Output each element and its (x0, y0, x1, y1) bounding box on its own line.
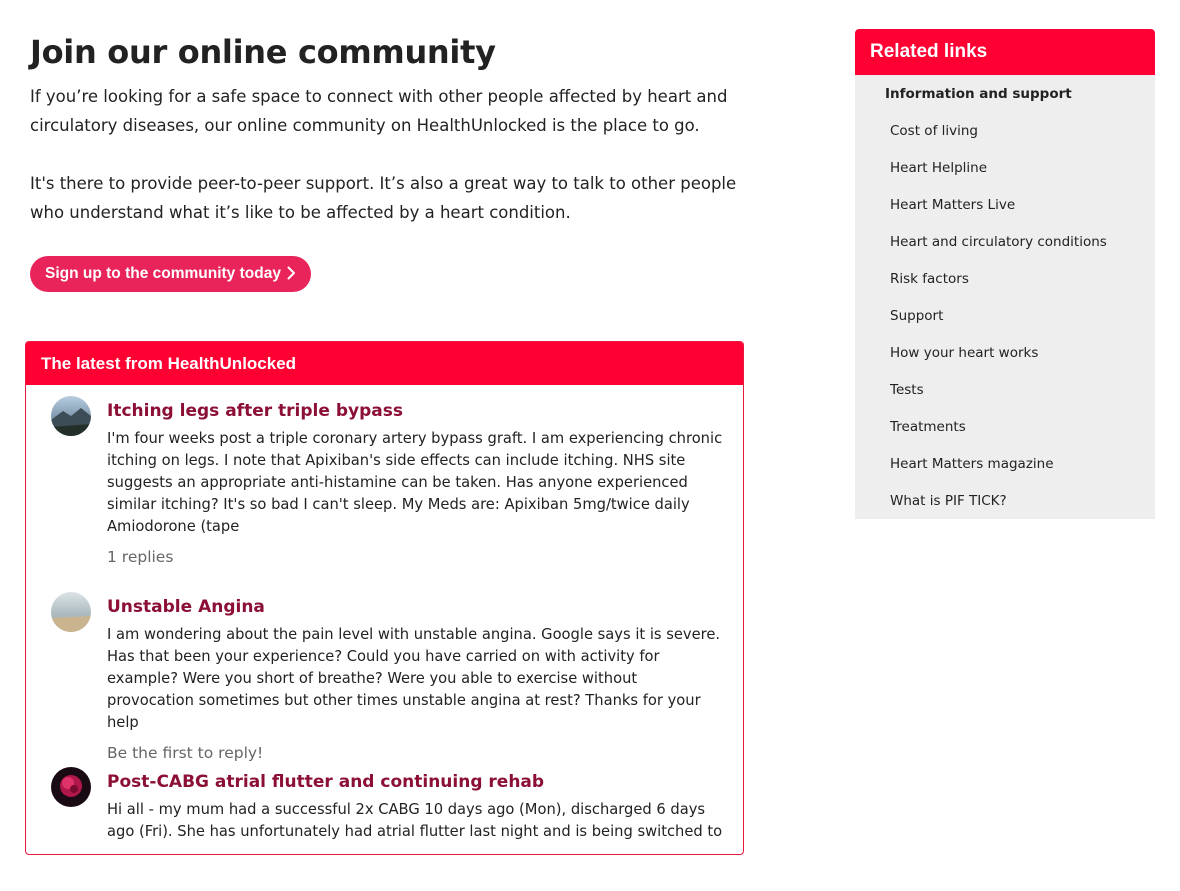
post-title-link[interactable]: Post-CABG atrial flutter and continuing rehab (107, 772, 545, 792)
post-title-link[interactable]: Itching legs after triple bypass (107, 401, 403, 421)
related-link-cost-of-living[interactable]: Cost of living (890, 122, 978, 139)
related-link-what-is-pif-tick[interactable]: What is PIF TICK? (890, 492, 1007, 509)
post-excerpt: Hi all - my mum had a successful 2x CABG 10 days ago (Mon), discharged 6 days ago (Fri). She has unfortunately had atrial flutter last night and is being switched to (107, 801, 723, 840)
sign-up-community-label: Sign up to the community today (45, 265, 281, 282)
related-link-heart-matters-magazine[interactable]: Heart Matters magazine (890, 455, 1054, 472)
post-replies-count[interactable]: Be the first to reply! (107, 744, 264, 762)
page-title: Join our online community (30, 33, 496, 71)
intro-paragraph-2: It's there to provide peer-to-peer support. It’s also a great way to talk to other people who understand what it’s like to be affected by a heart condition. (30, 174, 737, 222)
post-replies-count[interactable]: 1 replies (107, 548, 174, 566)
chevron-right-icon (287, 265, 296, 283)
related-link-heart-and-circulatory-conditions[interactable]: Heart and circulatory conditions (890, 233, 1107, 250)
intro-paragraph-1: If you’re looking for a safe space to connect with other people affected by heart and circulatory diseases, our online community on HealthUnlocked is the place to go. (30, 87, 728, 135)
related-link-support[interactable]: Support (890, 307, 944, 324)
healthunlocked-feed (25, 341, 744, 855)
healthunlocked-header: The latest from HealthUnlocked (26, 342, 743, 385)
related-link-how-your-heart-works[interactable]: How your heart works (890, 344, 1039, 361)
related-links-header: Related links (855, 29, 1155, 75)
avatar[interactable] (51, 396, 91, 436)
related-link-risk-factors[interactable]: Risk factors (890, 270, 969, 287)
related-link-treatments[interactable]: Treatments (890, 418, 966, 435)
avatar[interactable] (51, 767, 91, 807)
related-link-tests[interactable]: Tests (890, 381, 924, 398)
avatar[interactable] (51, 592, 91, 632)
post-excerpt: I am wondering about the pain level with unstable angina. Google says it is severe. Has that been your experience? Could you have carried on with activity for example? Were you short of breathe? Were you able to exercise without provocation sometimes but other times unstable angina at rest? Thanks for your help (107, 626, 721, 731)
post-title-link[interactable]: Unstable Angina (107, 597, 265, 617)
related-link-heart-helpline[interactable]: Heart Helpline (890, 159, 988, 176)
related-section-information-and-support[interactable]: Information and support (885, 85, 1072, 102)
sign-up-community-button[interactable] (30, 256, 311, 292)
related-link-heart-matters-live[interactable]: Heart Matters Live (890, 196, 1016, 213)
related-links-panel (855, 29, 1155, 519)
post-excerpt: I'm four weeks post a triple coronary artery bypass graft. I am experiencing chronic itching on legs. I note that Apixiban's side effects can include itching. NHS site suggests an appropriate anti-histamine can be taken. Has anyone experienced similar itching? It's so bad I can't sleep. My Meds are: Apixiban 5mg/twice daily Amiodorone (tape (107, 430, 723, 535)
